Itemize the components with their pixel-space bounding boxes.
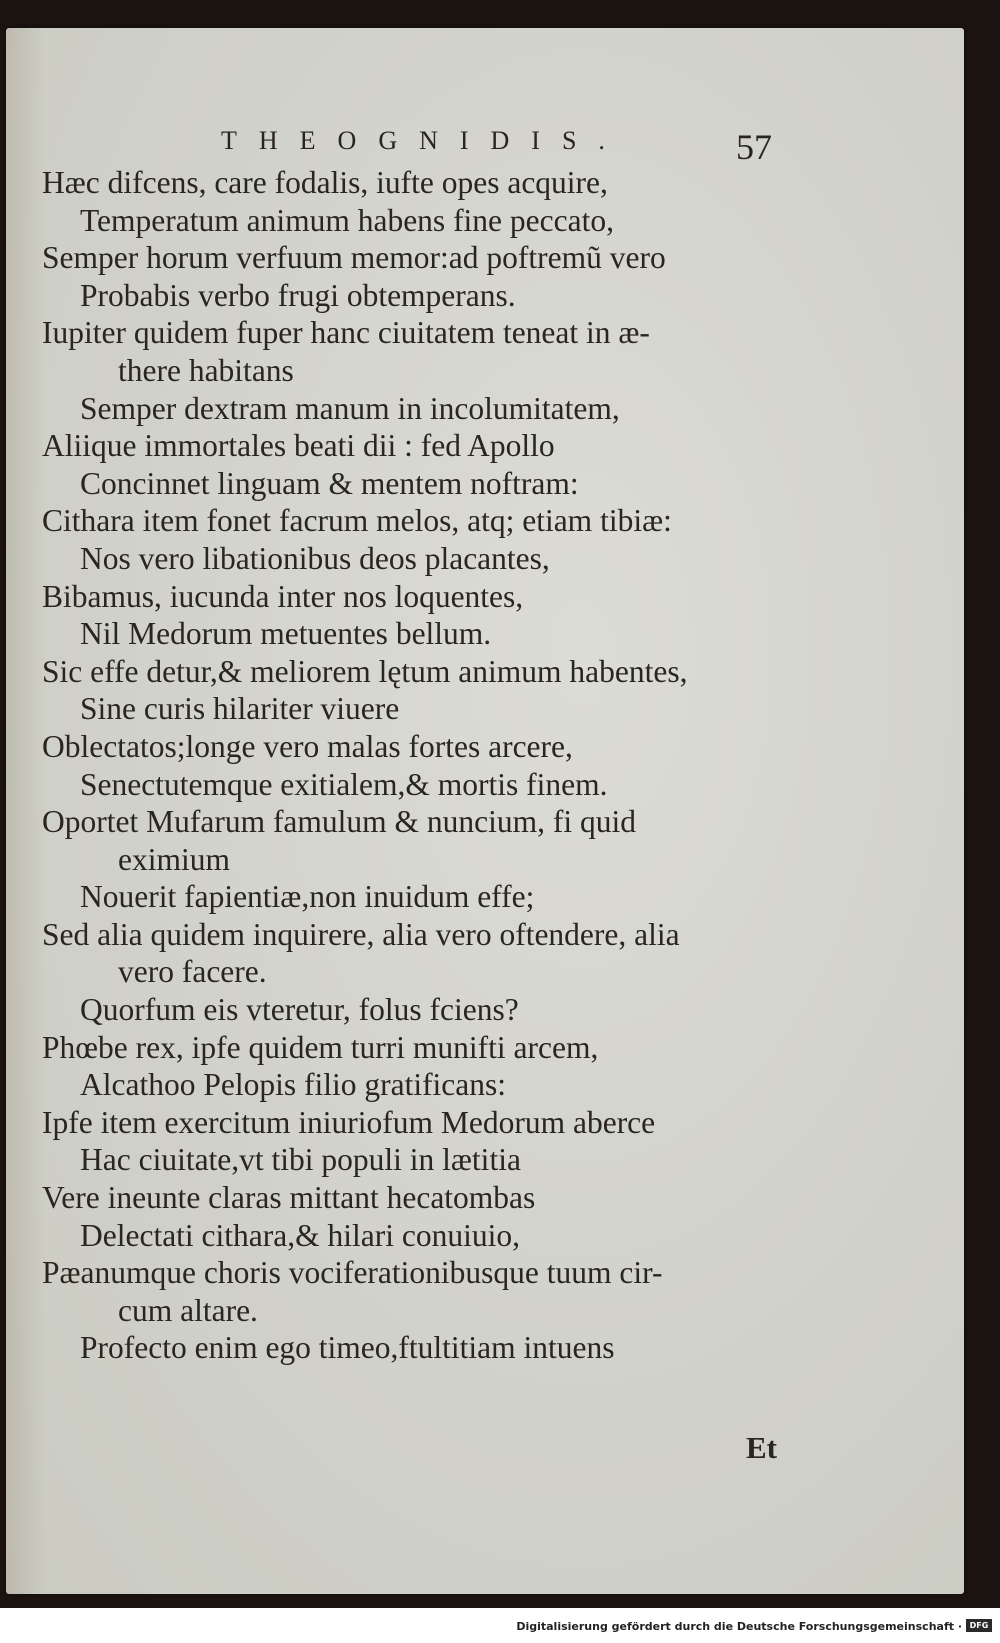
catchword: Et <box>746 1430 777 1465</box>
funding-credit: Digitalisierung gefördert durch die Deutsche Forschungsgemeinschaft · <box>516 1620 962 1633</box>
verse-line: Concinnet linguam & mentem noftram: <box>80 465 579 501</box>
verse-line: Nil Medorum metuentes bellum. <box>80 616 492 652</box>
verse-line: Cithara item fonet facrum melos, atq; etiam tibiæ: <box>42 503 672 539</box>
verse-line: cum altare. <box>118 1292 258 1328</box>
verse-line: Pæanumque choris vociferationibusque tuum cir- <box>42 1255 663 1291</box>
verse-line: Oportet Mufarum famulum & nuncium, fi quid <box>42 804 637 840</box>
book-page <box>6 28 964 1594</box>
verse-line: Bibamus, iucunda inter nos loquentes, <box>42 578 524 614</box>
verse-line: Oblectatos;longe vero malas fortes arcere, <box>42 728 573 764</box>
footer-bar <box>0 1608 1000 1643</box>
verse-line: Alcathoo Pelopis filio gratificans: <box>80 1067 507 1103</box>
verse-line: Sed alia quidem inquirere, alia vero oftendere, alia <box>42 916 680 952</box>
verse-line: Temperatum animum habens fine peccato, <box>80 202 614 238</box>
verse-line: Quorfum eis vteretur, folus fciens? <box>80 992 519 1028</box>
verse-line: Sic effe detur,& meliorem lętum animum habentes, <box>42 653 688 689</box>
verse-line: Probabis verbo frugi obtemperans. <box>80 277 516 313</box>
verse-line: Nos vero libationibus deos placantes, <box>80 540 550 576</box>
verse-line: there habitans <box>118 352 294 388</box>
verse-line: eximium <box>118 841 230 877</box>
verse-line: Senectutemque exitialem,& mortis finem. <box>80 766 608 802</box>
dfg-logo: DFG <box>966 1619 992 1632</box>
verse-line: Profecto enim ego timeo,ftultitiam intuens <box>80 1330 615 1366</box>
running-title: THEOGNIDIS. <box>221 126 627 155</box>
page-header <box>6 106 964 166</box>
verse-line: Iupiter quidem fuper hanc ciuitatem teneat in æ- <box>42 315 650 351</box>
verse-line: Semper dextram manum in incolumitatem, <box>80 390 620 426</box>
verse-line: Delectati cithara,& hilari conuiuio, <box>80 1217 520 1253</box>
verse-line: Semper horum verfuum memor:ad poftremũ vero <box>42 240 666 276</box>
verse-line: Ipfe item exercitum iniuriofum Medorum aberce <box>42 1104 656 1140</box>
verse-line: Hac ciuitate,vt tibi populi in lætitia <box>80 1142 521 1178</box>
page-number: 57 <box>736 127 772 167</box>
verse-line: Hæc difcens, care fodalis, iufte opes acquire, <box>42 165 608 200</box>
verse-line: vero facere. <box>118 954 267 990</box>
verse-text <box>42 164 782 1367</box>
verse-line: Phœbe rex, ipfe quidem turri munifti arcem, <box>42 1029 599 1065</box>
verse-line: Nouerit fapientiæ,non inuidum effe; <box>80 879 535 915</box>
verse-line: Aliique immortales beati dii : fed Apollo <box>42 428 555 464</box>
verse-line: Sine curis hilariter viuere <box>80 691 400 727</box>
verse-line: Vere ineunte claras mittant hecatombas <box>42 1180 536 1216</box>
